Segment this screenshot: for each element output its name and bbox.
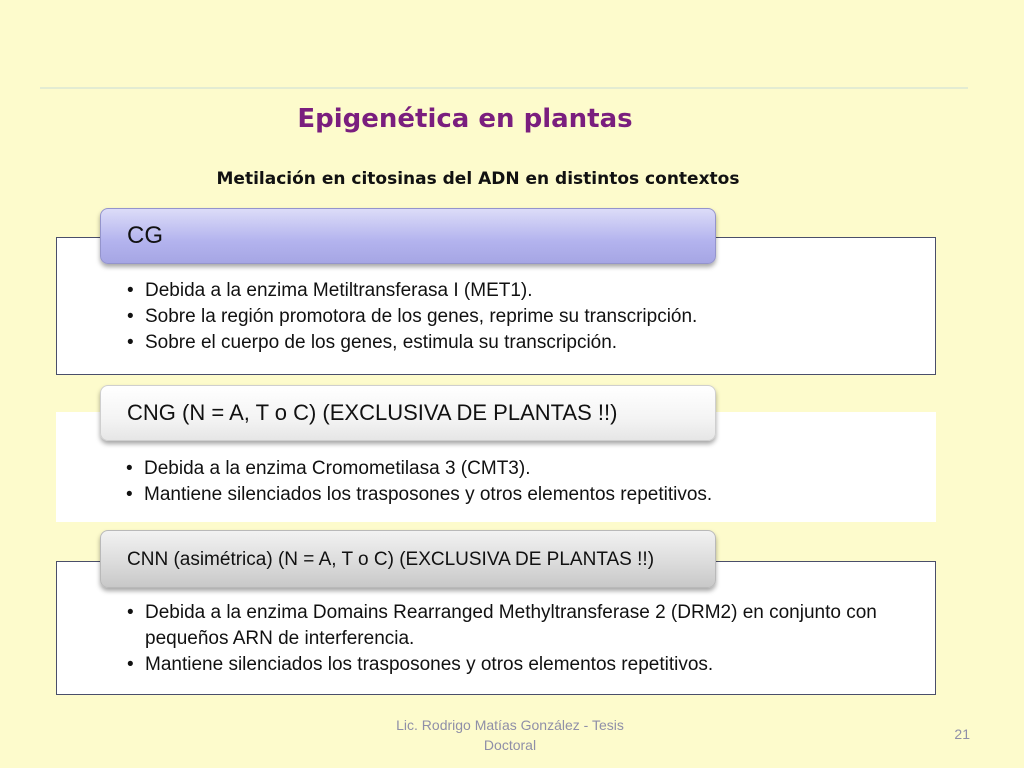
section-heading-text: CG [127, 222, 163, 249]
section-cnn-bullets [57, 600, 935, 678]
page-number: 21 [954, 726, 970, 742]
bullet-icon: • [126, 484, 133, 505]
section-cg-heading [100, 208, 716, 264]
bullet-icon: • [127, 602, 134, 623]
list-item [57, 330, 935, 356]
header-divider [40, 87, 968, 89]
bullet-icon: • [127, 280, 134, 301]
section-cng-bullets [56, 456, 936, 508]
list-item [57, 278, 935, 304]
bullet-text: Mantiene silenciados los trasposones y otros elementos repetitivos. [144, 484, 713, 505]
footer-author: Lic. Rodrigo Matías González - Tesis Doctoral [396, 717, 624, 753]
slide-title: Epigenética en plantas [297, 104, 633, 134]
section-cng-heading [100, 385, 716, 441]
bullet-icon: • [127, 306, 134, 327]
list-item [57, 652, 935, 678]
section-cnn-heading [100, 530, 716, 588]
list-item [57, 304, 935, 330]
bullet-text: Debida a la enzima Domains Rearranged Methyltransferase 2 (DRM2) en conjunto con pequeños ARN de interferencia. [145, 602, 877, 649]
bullet-text: Sobre la región promotora de los genes, reprime su transcripción. [145, 306, 698, 327]
bullet-text: Debida a la enzima Cromometilasa 3 (CMT3). [144, 458, 531, 479]
bullet-text: Debida a la enzima Metiltransferasa I (MET1). [145, 280, 533, 301]
section-cg-bullets [57, 278, 935, 356]
section-heading-text: CNG (N = A, T o C) (EXCLUSIVA DE PLANTAS !!) [127, 400, 618, 425]
list-item [56, 482, 936, 508]
bullet-text: Mantiene silenciados los trasposones y otros elementos repetitivos. [145, 654, 714, 675]
slide-subtitle: Metilación en citosinas del ADN en distintos contextos [216, 169, 740, 189]
bullet-icon: • [127, 332, 134, 353]
section-heading-text: CNN (asimétrica) (N = A, T o C) (EXCLUSIVA DE PLANTAS !!) [127, 548, 655, 570]
bullet-text: Sobre el cuerpo de los genes, estimula su transcripción. [145, 332, 618, 353]
list-item [57, 600, 935, 652]
list-item [56, 456, 936, 482]
bullet-icon: • [126, 458, 133, 479]
bullet-icon: • [127, 654, 134, 675]
